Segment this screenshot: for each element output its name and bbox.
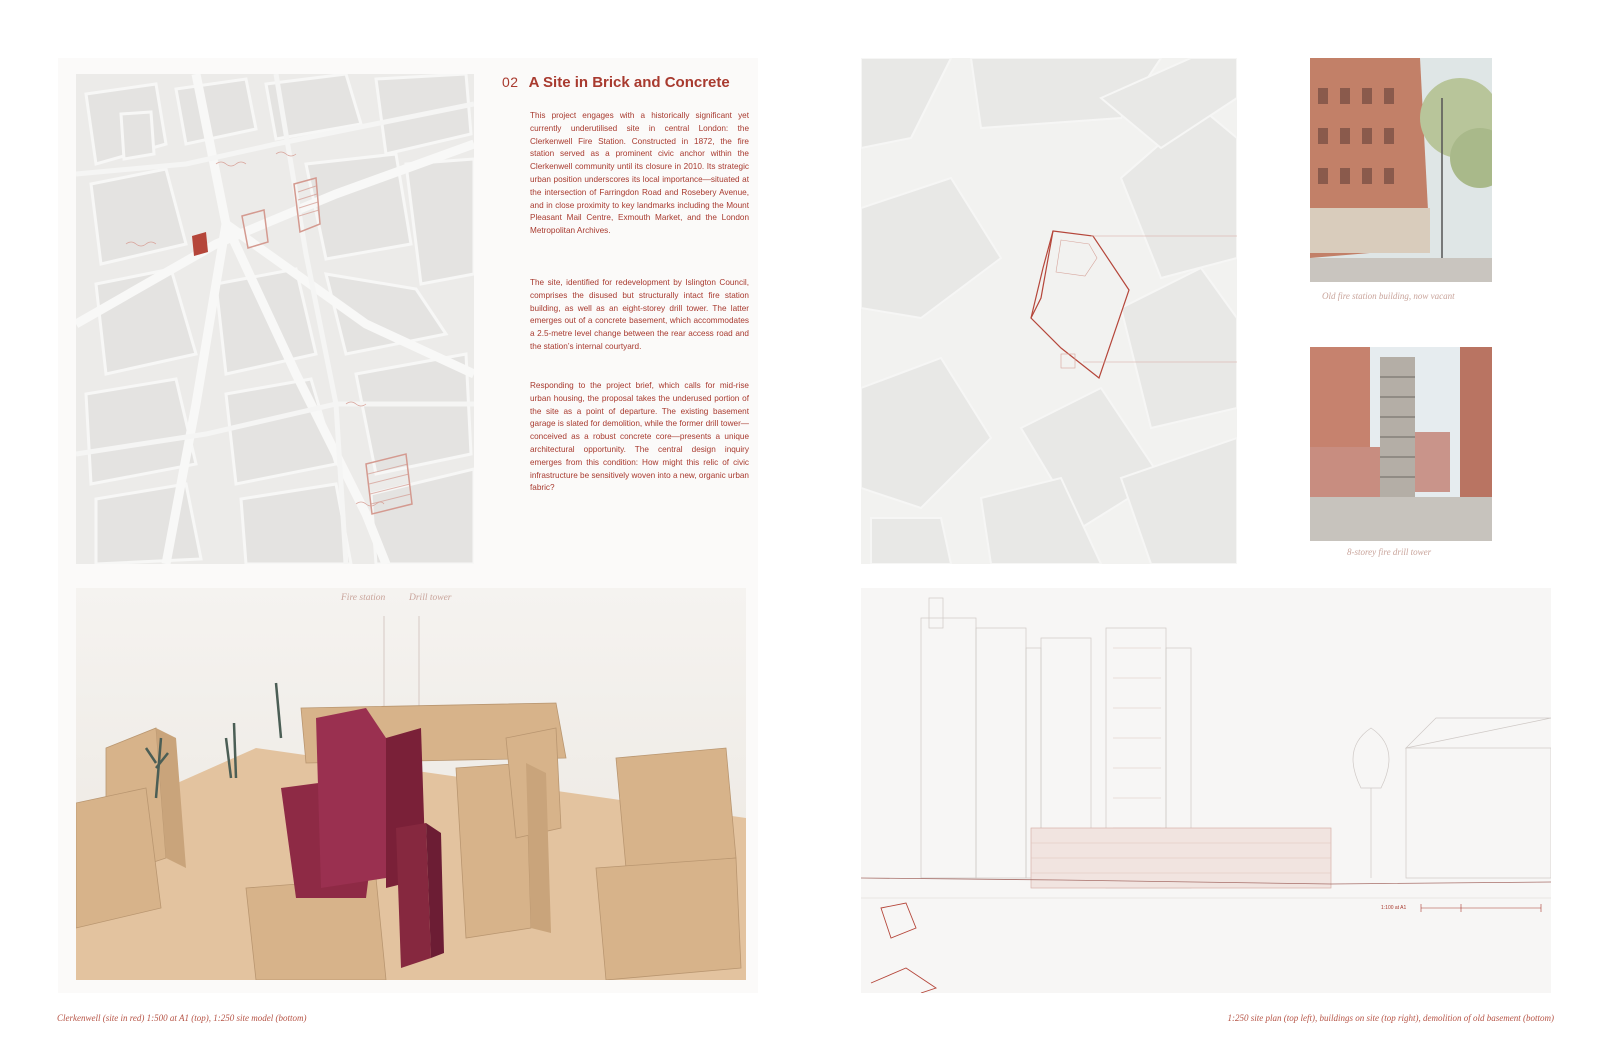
- fire-station-photo: [1310, 58, 1492, 282]
- site-model-photo: [76, 588, 746, 980]
- photo-caption-fire-station: Old fire station building, now vacant: [1322, 291, 1455, 301]
- body-paragraph: This project engages with a historically significant yet currently underutilised site in central London: the Clerkenwell Fire Station. Constructed in 1872, the fire station served as a prominent civic anchor within the Clerkenwell community until its closure in 2010. Its strategic urban position underscores its local importance—situated at the intersection of Farringdon Road and Rosebery Avenue, and in close proximity to key landmarks including the Mount Pleasant Mail Centre, Exmouth Market, and the London Metropolitan Archives.: [530, 111, 749, 236]
- photo-drill-tower: [1310, 347, 1492, 541]
- model-label-fire-station: Fire station: [341, 593, 386, 603]
- site-map-clerkenwell: [76, 74, 474, 564]
- site-plan: [861, 58, 1237, 564]
- scale-bar-label: 1:100 at A1: [1381, 905, 1407, 911]
- site-model-illustration: [76, 588, 746, 980]
- photo-caption-drill-tower: 8-storey fire drill tower: [1347, 547, 1432, 557]
- drill-tower-photo: [1310, 347, 1492, 541]
- elevation-linework: [861, 588, 1551, 993]
- model-label-drill-tower: Drill tower: [409, 593, 452, 603]
- body-paragraph: The site, identified for redevelopment by Islington Council, comprises the disused but structurally intact fire station building, as well as an eight-storey drill tower. The latter emerges out of a concrete basement, which accommodates a 2.5-metre level change between the rear access road and the station’s internal courtyard.: [530, 278, 749, 351]
- caption-left-page: Clerkenwell (site in red) 1:500 at A1 (top), 1:250 site model (bottom): [57, 1013, 307, 1023]
- demolition-elevation-drawing: [861, 588, 1551, 993]
- site-map-drawing: [76, 74, 474, 564]
- section-header: [502, 74, 752, 98]
- photo-fire-station: [1310, 58, 1492, 282]
- body-paragraph: Responding to the project brief, which calls for mid-rise urban housing, the proposal takes the underused portion of the site as a point of departure. The existing basement garage is slated for demolition, while the former drill tower—conceived as a robust concrete core—presents a unique architectural opportunity. The central design inquiry emerges from this condition: How might this relic of civic infrastructure be sensitively woven into a new, organic urban fabric?: [530, 381, 749, 493]
- section-title: A Site in Brick and Concrete: [528, 74, 730, 91]
- caption-right-page: 1:250 site plan (top left), buildings on site (top right), demolition of old basement (bottom): [1227, 1013, 1554, 1023]
- section-number: 02: [502, 74, 519, 90]
- site-plan-drawing: [861, 58, 1237, 564]
